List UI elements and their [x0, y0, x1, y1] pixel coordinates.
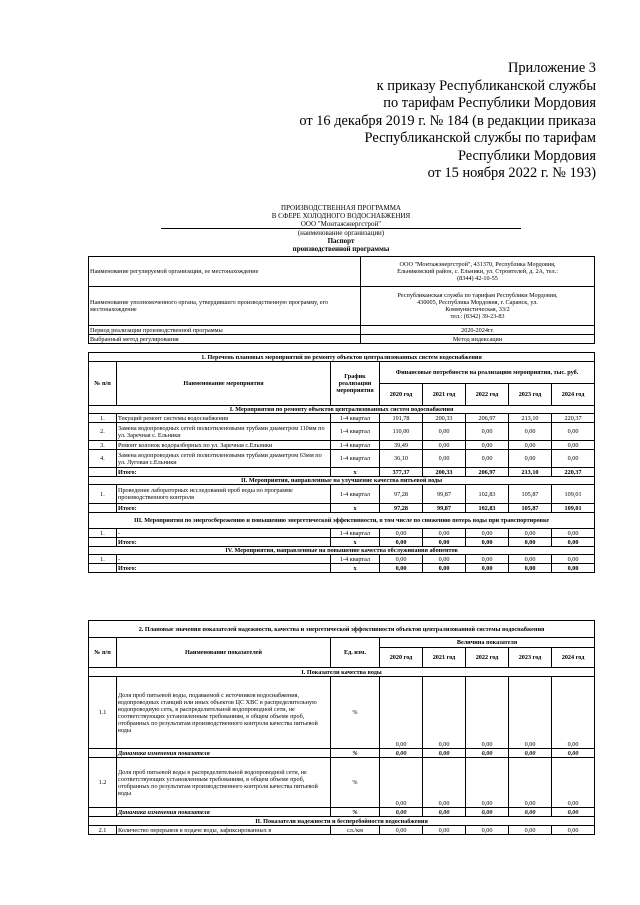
year-header: 2023 год [509, 648, 552, 668]
total-row [89, 538, 595, 547]
total-label: Итого: [117, 504, 331, 513]
total-value: 0,00 [466, 538, 509, 547]
dynamics-value: 0,00 [380, 749, 423, 758]
dynamics-row [89, 808, 595, 817]
total-value: 0,00 [552, 538, 595, 547]
row-value: 110,00 [380, 423, 423, 441]
row-num: 1.1 [89, 677, 117, 749]
year-header: 2020 год [380, 384, 423, 406]
annex-line: по тарифам Республики Мордовия [383, 95, 596, 111]
org-caption: (наименование организации) [297, 229, 385, 237]
total-schedule: х [331, 504, 380, 513]
total-value: 213,10 [509, 468, 552, 477]
total-row [89, 564, 595, 573]
row-value: 105,87 [509, 485, 552, 504]
passport-value: ООО "Монтажэнергстрой", 431370, Республика Мордовия, Ельниковский район, с. Ельники, ул. Строителей, д. 2А, тел.: (8344) 42-10-55 [361, 257, 595, 287]
row-value: 0,00 [552, 826, 595, 835]
row-num: 4. [89, 450, 117, 468]
year-header: 2020 год [380, 648, 423, 668]
row-num: 1.2 [89, 758, 117, 808]
row-name: Доля проб питьевой воды, подаваемой с источников водоснабжения, водопроводных станций или иных объектов ЦС ХВС в распределительную водопроводную сеть, в распределительной водопроводной сети, не соответствующих установленным требованиям, в общем объеме проб, отобранных по результатам производственного контроля качества питьевой воды [117, 677, 331, 749]
total-label: Итого: [117, 468, 331, 477]
col-name-header: Наименование мероприятия [117, 362, 331, 406]
total-value: 0,00 [509, 538, 552, 547]
row-value: 0,00 [552, 758, 595, 808]
row-value: 0,00 [380, 758, 423, 808]
total-schedule: х [331, 564, 380, 573]
year-header: 2024 год [552, 648, 595, 668]
row-value: 0,00 [380, 826, 423, 835]
passport-title: Паспорт [327, 237, 355, 245]
table-row [89, 423, 595, 441]
heading-line-1: ПРОИЗВОДСТВЕННАЯ ПРОГРАММА [281, 204, 401, 212]
row-value: 0,00 [509, 677, 552, 749]
passport-value: Республиканская служба по тарифам Республики Мордовия, 430005, Республика Мордовия, г. Саранск, ул. Коммунистическая, 33/2 тел.: (8342) 39-23-83 [361, 287, 595, 326]
group-title: II. Мероприятия, направленные на улучшение качества питьевой воды [89, 477, 595, 485]
total-value: 105,87 [509, 504, 552, 513]
row-value: 0,00 [509, 555, 552, 564]
row-value: 0,00 [466, 677, 509, 749]
row-value: 0,00 [509, 441, 552, 450]
dynamics-value: 0,00 [466, 749, 509, 758]
row-name: Проведение лабораторных исследований проб воды по программе производственного контроля [117, 485, 331, 504]
row-value: 0,00 [466, 826, 509, 835]
dynamics-value: 0,00 [552, 808, 595, 817]
row-value: 0,00 [509, 758, 552, 808]
row-num: 1. [89, 485, 117, 504]
total-value: 97,28 [380, 504, 423, 513]
total-label: Итого: [117, 538, 331, 547]
total-value: 0,00 [423, 564, 466, 573]
row-value: 220,37 [552, 414, 595, 423]
row-value: 200,33 [423, 414, 466, 423]
section1-title: 1. Перечень плановых мероприятий по ремонту объектов централизованных систем водоснабжения [89, 353, 595, 362]
annex-line: к приказу Республиканской службы [376, 77, 596, 94]
row-value: 0,00 [423, 441, 466, 450]
row-name: Доля проб питьевой воды в распределительной водопроводной сети, не соответствующих установленным требованиям, в общем объеме проб, отобранных по результатам производственного контроля качества питьевой воды [117, 758, 331, 808]
row-unit: % [331, 677, 380, 749]
group-title: III. Мероприятия по энергосбережению и повышению энергетической эффективности, в том числе по снижению потерь воды при транспортировке [89, 513, 595, 529]
table-row [89, 450, 595, 468]
dynamics-value: 0,00 [509, 749, 552, 758]
total-value: 200,33 [423, 468, 466, 477]
total-value: 0,00 [380, 538, 423, 547]
row-value: 0,00 [509, 450, 552, 468]
row-value: 0,00 [423, 423, 466, 441]
total-value: 0,00 [423, 538, 466, 547]
row-value: 0,00 [552, 529, 595, 538]
passport-label: Наименование регулируемой организации, ее местонахождение [89, 257, 361, 287]
row-value: 0,00 [466, 529, 509, 538]
row-value: 0,00 [466, 758, 509, 808]
dynamics-value: 0,00 [466, 808, 509, 817]
row-value: 109,01 [552, 485, 595, 504]
row-value: 0,00 [552, 555, 595, 564]
dynamics-label: Динамика изменения показателя [117, 808, 331, 817]
year-header: 2022 год [466, 384, 509, 406]
group-title: IV. Мероприятия, направленные на повышение качества обслуживания абонентов [89, 547, 595, 555]
year-header: 2022 год [466, 648, 509, 668]
passport-row [89, 335, 595, 344]
row-value: 0,00 [509, 529, 552, 538]
total-value: 206,97 [466, 468, 509, 477]
row-value: 0,00 [380, 529, 423, 538]
passport-label: Выбранный метод регулирования [89, 335, 361, 344]
annex-line: от 15 ноября 2022 г. № 193) [427, 165, 596, 181]
passport-row [89, 326, 595, 335]
row-schedule: 1-4 квартал [331, 529, 380, 538]
indicators-table [88, 620, 595, 835]
row-value: 191,78 [380, 414, 423, 423]
row-name: Ремонт колонок водоразборных по ул. Заречная с.Ельники [117, 441, 331, 450]
row-name: - [117, 555, 331, 564]
row-value: 0,00 [423, 555, 466, 564]
row-value: 0,00 [552, 423, 595, 441]
row-value: 0,00 [509, 423, 552, 441]
dynamics-value: 0,00 [552, 749, 595, 758]
heading-line-2: В СФЕРЕ ХОЛОДНОГО ВОДОСНАБЖЕНИЯ [271, 212, 411, 220]
table-row [89, 414, 595, 423]
col-schedule-header: График реализации мероприятия [331, 362, 380, 406]
row-value: 0,00 [466, 450, 509, 468]
total-row [89, 468, 595, 477]
total-label: Итого: [117, 564, 331, 573]
row-value: 0,00 [552, 441, 595, 450]
col-value-header: Величина показателя [380, 638, 595, 648]
row-name: - [117, 529, 331, 538]
year-header: 2021 год [423, 648, 466, 668]
repair-measures-table [88, 352, 595, 573]
passport-label: Наименование уполномоченного органа, утвердившего производственную программу, его местонахождение [89, 287, 361, 326]
passport-row [89, 257, 595, 287]
dynamics-value: 0,00 [423, 808, 466, 817]
total-value: 0,00 [509, 564, 552, 573]
row-value: 0,00 [423, 677, 466, 749]
row-value: 0,00 [552, 677, 595, 749]
program-heading [88, 204, 594, 253]
dynamics-unit: % [331, 808, 380, 817]
group-title: I. Мероприятия по ремонту объектов централизованных систем водоснабжения [89, 406, 595, 414]
row-value: 0,00 [466, 423, 509, 441]
passport-value: 2020-2024гг. [361, 326, 595, 335]
table-row [89, 677, 595, 749]
table-row [89, 826, 595, 835]
row-value: 206,97 [466, 414, 509, 423]
row-value: 0,00 [466, 555, 509, 564]
annex-line: Республиканской службы по тарифам [364, 130, 596, 146]
row-num: 2. [89, 423, 117, 441]
row-name: Замена водопроводных сетей полиэтиленовыми трубами диаметром 110мм по ул. Заречная с. Ельники [117, 423, 331, 441]
col-name-header: Наименование показателей [117, 638, 331, 668]
row-name: Замена водопроводных сетей полиэтиленовыми трубами диаметром 63мм по ул. Луговая с.Ельники [117, 450, 331, 468]
row-value: 0,00 [466, 441, 509, 450]
table-row [89, 441, 595, 450]
dynamics-unit: % [331, 749, 380, 758]
annex-line: Приложение 3 [507, 60, 596, 76]
passport-value: Метод индексации [361, 335, 595, 344]
row-unit: % [331, 758, 380, 808]
row-value: 0,00 [380, 677, 423, 749]
row-value: 0,00 [423, 758, 466, 808]
group-title: II. Показатели надежности и бесперебойности водоснабжения [89, 817, 595, 826]
total-value: 102,83 [466, 504, 509, 513]
row-value: 102,83 [466, 485, 509, 504]
row-schedule: 1-4 квартал [331, 450, 380, 468]
row-schedule: 1-4 квартал [331, 423, 380, 441]
org-name: ООО "Монтажэнергстрой" [161, 220, 521, 229]
total-value: 377,37 [380, 468, 423, 477]
total-value: 99,87 [423, 504, 466, 513]
row-schedule: 1-4 квартал [331, 441, 380, 450]
row-value: 99,87 [423, 485, 466, 504]
passport-row [89, 287, 595, 326]
row-value: 39,49 [380, 441, 423, 450]
annex-header [266, 60, 596, 183]
table-row [89, 529, 595, 538]
table-row [89, 485, 595, 504]
row-value: 0,00 [552, 450, 595, 468]
dynamics-value: 0,00 [423, 749, 466, 758]
total-schedule: х [331, 468, 380, 477]
annex-line: от 16 декабря 2019 г. № 184 (в редакции приказа [299, 112, 596, 129]
year-header: 2024 год [552, 384, 595, 406]
row-num: 1. [89, 555, 117, 564]
row-value: 0,00 [380, 555, 423, 564]
col-num-header: № п/п [89, 638, 117, 668]
dynamics-row [89, 749, 595, 758]
row-unit: сл./км [331, 826, 380, 835]
row-schedule: 1-4 квартал [331, 485, 380, 504]
total-value: 0,00 [380, 564, 423, 573]
year-header: 2021 год [423, 384, 466, 406]
row-value: 213,10 [509, 414, 552, 423]
total-value: 109,01 [552, 504, 595, 513]
dynamics-value: 0,00 [380, 808, 423, 817]
annex-line: Республики Мордовия [457, 147, 596, 164]
row-value: 0,00 [423, 450, 466, 468]
col-unit-header: Ед. изм. [331, 638, 380, 668]
table-row [89, 758, 595, 808]
total-schedule: х [331, 538, 380, 547]
col-finance-header: Финансовые потребности на реализацию мероприятия, тыс. руб. [380, 362, 595, 384]
passport-subtitle: производственной программы [292, 245, 390, 253]
table-row [89, 555, 595, 564]
row-value: 0,00 [423, 826, 466, 835]
row-value: 0,00 [509, 826, 552, 835]
group-title: I. Показатели качества воды [89, 668, 595, 677]
row-schedule: 1-4 квартал [331, 414, 380, 423]
total-value: 0,00 [552, 564, 595, 573]
row-num: 1. [89, 414, 117, 423]
row-name: Количество перерывов в подаче воды, зафиксированных в [117, 826, 331, 835]
row-value: 0,00 [423, 529, 466, 538]
total-value: 220,37 [552, 468, 595, 477]
dynamics-value: 0,00 [509, 808, 552, 817]
col-num-header: № п/п [89, 362, 117, 406]
row-value: 97,28 [380, 485, 423, 504]
row-num: 2.1 [89, 826, 117, 835]
total-value: 0,00 [466, 564, 509, 573]
year-header: 2023 год [509, 384, 552, 406]
dynamics-label: Динамика изменения показателя [117, 749, 331, 758]
total-row [89, 504, 595, 513]
passport-table [88, 256, 595, 344]
row-value: 36,10 [380, 450, 423, 468]
section2-title: 2. Плановые значения показателей надежности, качества и энергетической эффективности объектов централизованной системы водоснабжения [89, 621, 595, 638]
row-num: 3. [89, 441, 117, 450]
row-num: 1. [89, 529, 117, 538]
passport-label: Период реализации производственной программы [89, 326, 361, 335]
row-name: Текущий ремонт системы водоснабжения [117, 414, 331, 423]
row-schedule: 1-4 квартал [331, 555, 380, 564]
